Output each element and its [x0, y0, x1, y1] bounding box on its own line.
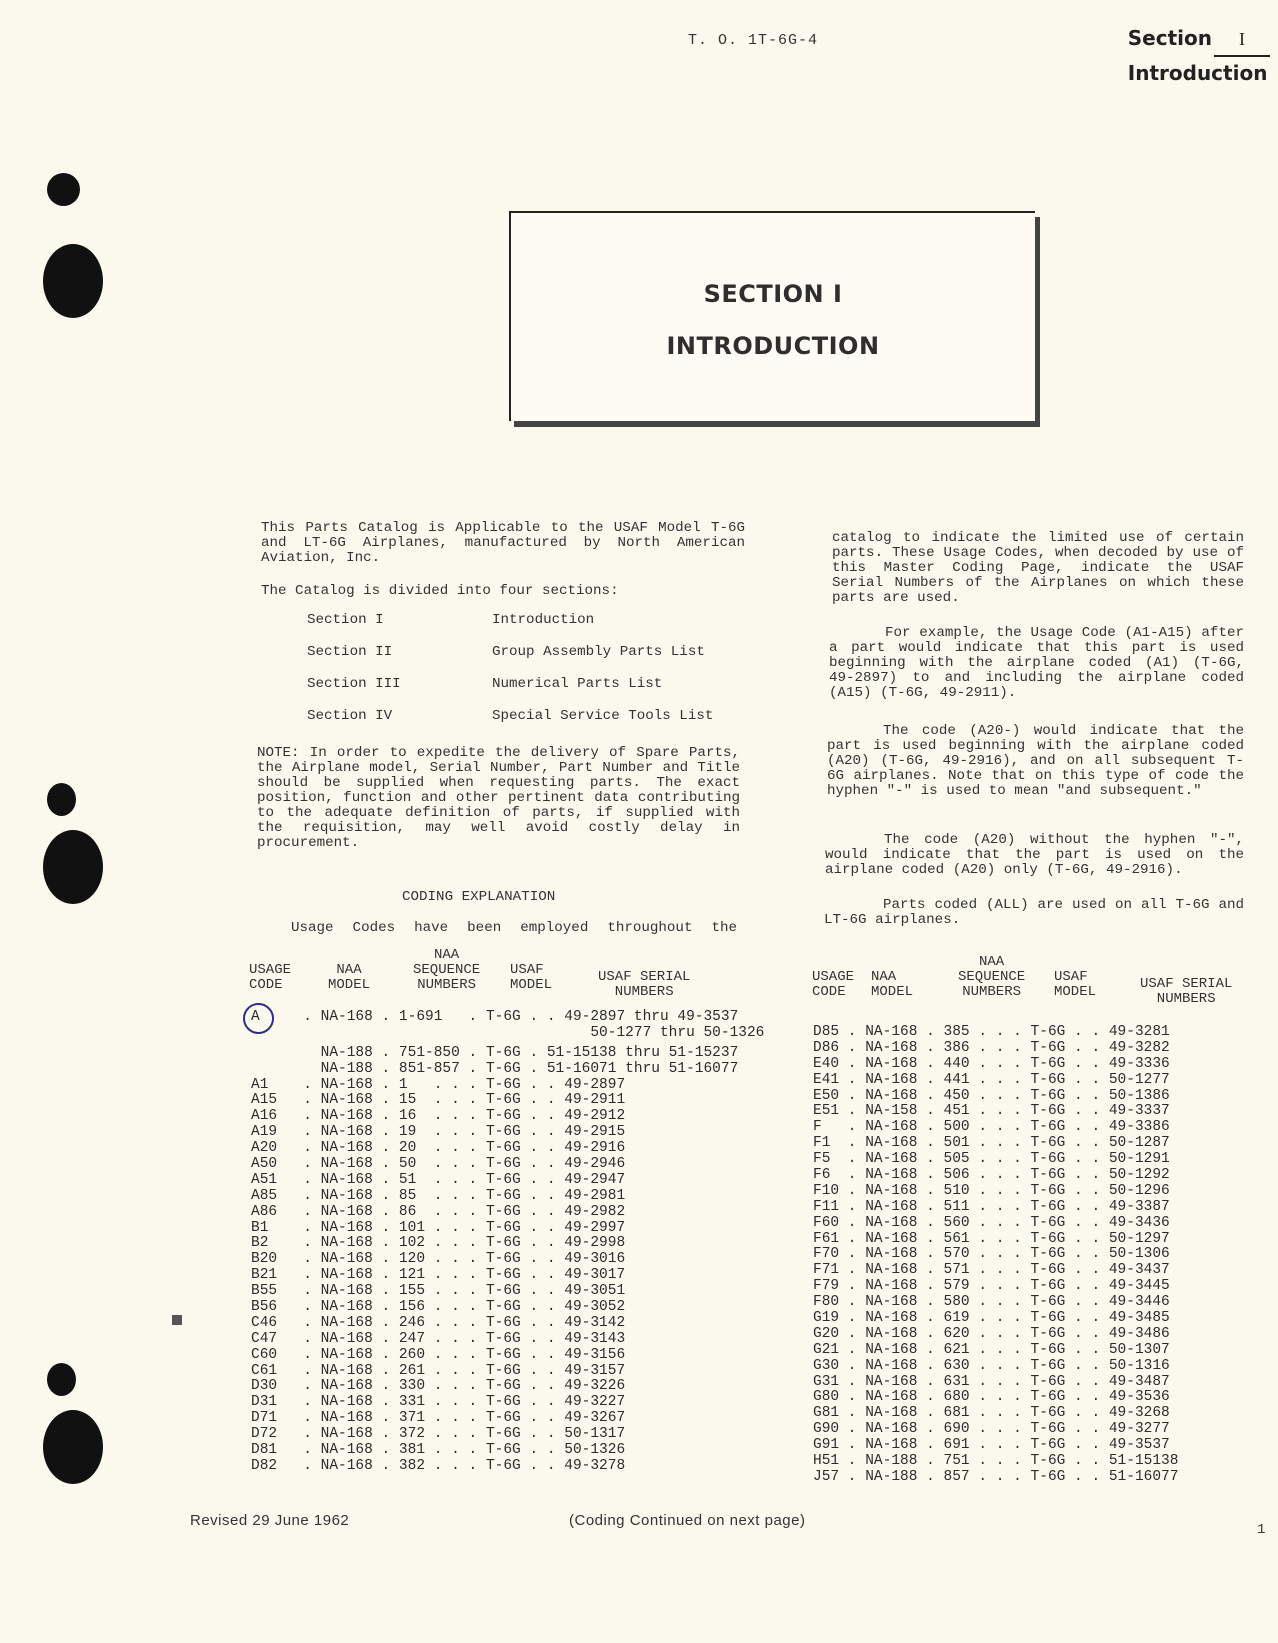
table-row: E50 . NA-168 . 450 . . . T-6G . . 50-1386 — [813, 1087, 1170, 1104]
title-box — [509, 211, 1035, 421]
sections-list — [307, 612, 713, 740]
table-row: A19 . NA-168 . 19 . . . T-6G . . 49-2915 — [251, 1124, 626, 1141]
technical-order-number: T. O. 1T-6G-4 — [688, 32, 819, 49]
title-introduction: INTRODUCTION — [666, 332, 880, 360]
table-row: G81 . NA-168 . 681 . . . T-6G . . 49-3268 — [813, 1405, 1170, 1422]
section-header — [1128, 22, 1270, 89]
table-row: G91 . NA-168 . 691 . . . T-6G . . 49-3537 — [813, 1437, 1170, 1454]
section-label: Section — [1127, 26, 1212, 50]
table-row: B2 . NA-168 . 102 . . . T-6G . . 49-2998 — [251, 1235, 626, 1252]
table-row: F80 . NA-168 . 580 . . . T-6G . . 49-3446 — [813, 1294, 1170, 1311]
list-item: Section II Group Assembly Parts List — [307, 644, 705, 660]
intro-paragraph: This Parts Catalog is Applicable to the USAF Model T-6G and LT-6G Airplanes, manufactured by North American Aviation, Inc. — [261, 520, 745, 566]
table-row: D85 . NA-168 . 385 . . . T-6G . . 49-3281 — [813, 1024, 1170, 1040]
header-naa-sequence: NAA SEQUENCE NUMBERS — [958, 954, 1026, 1000]
table-row: G30 . NA-168 . 630 . . . T-6G . . 50-1316 — [813, 1357, 1170, 1374]
table-row: F11 . NA-168 . 511 . . . T-6G . . 49-3387 — [813, 1198, 1170, 1215]
table-row: C61 . NA-168 . 261 . . . T-6G . . 49-3157 — [251, 1362, 626, 1379]
table-row: F5 . NA-168 . 505 . . . T-6G . . 50-1291 — [813, 1151, 1170, 1168]
table-row: B1 . NA-168 . 101 . . . T-6G . . 49-2997 — [251, 1219, 626, 1236]
table-row: F61 . NA-168 . 561 . . . T-6G . . 50-1297 — [813, 1230, 1170, 1247]
subsequent-paragraph: The code (A20-) would indicate that the part is used beginning with the airplane coded (A20) (T-6G, 49-2916), and on all subsequent T-6G airplanes. Note that on this type of code the hyphen "-" is used to mean "and subsequent." — [827, 723, 1244, 799]
table-row: F70 . NA-168 . 570 . . . T-6G . . 50-1306 — [813, 1246, 1170, 1263]
table-row: A15 . NA-168 . 15 . . . T-6G . . 49-2911 — [251, 1092, 626, 1109]
table-row: B56 . NA-168 . 156 . . . T-6G . . 49-3052 — [251, 1299, 626, 1316]
table-row: D71 . NA-168 . 371 . . . T-6G . . 49-3267 — [251, 1410, 626, 1427]
table-row: H51 . NA-188 . 751 . . . T-6G . . 51-15138 — [813, 1453, 1179, 1470]
list-item: Section III Numerical Parts List — [307, 676, 663, 692]
table-row: F . NA-168 . 500 . . . T-6G . . 49-3386 — [813, 1119, 1170, 1136]
all-paragraph: Parts coded (ALL) are used on all T-6G and LT-6G airplanes. — [824, 897, 1244, 928]
binder-hole — [43, 244, 103, 318]
coding-explanation-heading: CODING EXPLANATION — [402, 889, 556, 905]
revision-date: Revised 29 June 1962 — [190, 1512, 350, 1529]
table-row: D82 . NA-168 . 382 . . . T-6G . . 49-3278 — [251, 1457, 626, 1474]
binder-hole — [47, 783, 76, 816]
header-naa-model: NAA MODEL — [871, 969, 914, 1000]
note-paragraph: NOTE: In order to expedite the delivery of Spare Parts, the Airplane model, Serial Number, Part Number and Title should be supplied when requesting parts. The exact position, function and other pertinent data contributing to the adequate definition of parts, if supplied with the requisition, may well avoid costly delay in procurement. — [257, 745, 740, 851]
header-usaf-serial: USAF SERIAL NUMBERS — [598, 969, 691, 1000]
table-row: E41 . NA-168 . 441 . . . T-6G . . 50-1277 — [813, 1071, 1170, 1088]
table-row: A . NA-168 . 1-691 . T-6G . . 49-2897 thru 49-3537 — [251, 1009, 739, 1025]
table-row: G19 . NA-168 . 619 . . . T-6G . . 49-3485 — [813, 1310, 1170, 1327]
usage-paragraph-start: Usage Codes have been employed throughout the — [291, 920, 737, 936]
table-row: G31 . NA-168 . 631 . . . T-6G . . 49-3487 — [813, 1373, 1170, 1390]
list-item: Section I Introduction — [307, 612, 595, 628]
table-row: F10 . NA-168 . 510 . . . T-6G . . 50-1296 — [813, 1182, 1170, 1199]
table-row: A51 . NA-168 . 51 . . . T-6G . . 49-2947 — [251, 1171, 626, 1188]
table-row: A1 . NA-168 . 1 . . . T-6G . . 49-2897 — [251, 1076, 626, 1093]
page-number: 1 — [1257, 1522, 1266, 1538]
continued-note: (Coding Continued on next page) — [569, 1512, 806, 1529]
title-section: SECTION I — [703, 280, 843, 308]
binder-hole — [43, 830, 103, 904]
table-row: F71 . NA-168 . 571 . . . T-6G . . 49-3437 — [813, 1262, 1170, 1279]
table-row: D30 . NA-168 . 330 . . . T-6G . . 49-3226 — [251, 1378, 626, 1395]
table-row: F6 . NA-168 . 506 . . . T-6G . . 50-1292 — [813, 1167, 1170, 1184]
table-row: C60 . NA-168 . 260 . . . T-6G . . 49-3156 — [251, 1346, 626, 1363]
table-row: D81 . NA-168 . 381 . . . T-6G . . 50-1326 — [251, 1442, 626, 1459]
table-row: D72 . NA-168 . 372 . . . T-6G . . 50-1317 — [251, 1426, 626, 1443]
header-usaf-serial: USAF SERIAL NUMBERS — [1140, 976, 1233, 1007]
list-item: Section IV Special Service Tools List — [307, 708, 714, 724]
table-row: D86 . NA-168 . 386 . . . T-6G . . 49-3282 — [813, 1039, 1170, 1056]
usage-code-table-left — [251, 1010, 764, 1475]
example-paragraph: For example, the Usage Code (A1-A15) after a part would indicate that this part is used beginning with the airplane coded (A1) (T-6G, 49-2897) to and including the airplane coded (A15) (T-6G, 49-2911). — [829, 625, 1244, 701]
table-row: F1 . NA-168 . 501 . . . T-6G . . 50-1287 — [813, 1135, 1170, 1152]
usage-paragraph-continued: catalog to indicate the limited use of certain parts. These Usage Codes, when decoded by use of this Master Coding Page, indicate the USAF Serial Numbers of the Airplanes on which these parts are used. — [832, 530, 1244, 606]
table-row: B21 . NA-168 . 121 . . . T-6G . . 49-3017 — [251, 1267, 626, 1284]
binder-hole — [47, 1363, 76, 1396]
binder-hole — [43, 1410, 103, 1484]
table-row: D31 . NA-168 . 331 . . . T-6G . . 49-3227 — [251, 1394, 626, 1411]
table-row: A16 . NA-168 . 16 . . . T-6G . . 49-2912 — [251, 1108, 626, 1125]
header-usaf-model: USAF MODEL — [510, 962, 553, 993]
table-row: NA-188 . 751-850 . T-6G . 51-15138 thru 51-15237 — [251, 1044, 739, 1061]
table-row: G20 . NA-168 . 620 . . . T-6G . . 49-3486 — [813, 1325, 1170, 1342]
table-row: A85 . NA-168 . 85 . . . T-6G . . 49-2981 — [251, 1187, 626, 1204]
header-usaf-model: USAF MODEL — [1054, 969, 1097, 1000]
table-row: J57 . NA-188 . 857 . . . T-6G . . 51-16077 — [813, 1468, 1179, 1485]
table-row: G21 . NA-168 . 621 . . . T-6G . . 50-1307 — [813, 1341, 1170, 1358]
table-row: F60 . NA-168 . 560 . . . T-6G . . 49-3436 — [813, 1214, 1170, 1231]
table-row: B55 . NA-168 . 155 . . . T-6G . . 49-3051 — [251, 1283, 626, 1300]
header-naa-model: NAA MODEL — [328, 962, 371, 993]
table-row: G80 . NA-168 . 680 . . . T-6G . . 49-3536 — [813, 1389, 1170, 1406]
table-row: C46 . NA-168 . 246 . . . T-6G . . 49-3142 — [251, 1314, 626, 1331]
divided-paragraph: The Catalog is divided into four sections: — [261, 583, 619, 599]
binder-hole — [47, 173, 80, 206]
only-paragraph: The code (A20) without the hyphen "-", would indicate that the part is used on the airplane coded (A20) only (T-6G, 49-2916). — [825, 832, 1244, 878]
table-row: E51 . NA-158 . 451 . . . T-6G . . 49-3337 — [813, 1103, 1170, 1120]
table-row: G90 . NA-168 . 690 . . . T-6G . . 49-3277 — [813, 1421, 1170, 1438]
section-number: I — [1214, 23, 1270, 57]
usage-code-table-right — [813, 1025, 1178, 1486]
table-row: F79 . NA-168 . 579 . . . T-6G . . 49-3445 — [813, 1278, 1170, 1295]
table-row: A50 . NA-168 . 50 . . . T-6G . . 49-2946 — [251, 1156, 626, 1173]
table-row: A86 . NA-168 . 86 . . . T-6G . . 49-2982 — [251, 1203, 626, 1220]
table-row: NA-188 . 851-857 . T-6G . 51-16071 thru 51-16077 — [251, 1060, 739, 1077]
section-title: Introduction — [1127, 61, 1268, 85]
table-row: B20 . NA-168 . 120 . . . T-6G . . 49-3016 — [251, 1251, 626, 1268]
header-usage-code: USAGE CODE — [812, 969, 855, 1000]
header-usage-code: USAGE CODE — [249, 962, 292, 993]
table-row: A20 . NA-168 . 20 . . . T-6G . . 49-2916 — [251, 1140, 626, 1157]
table-row: C47 . NA-168 . 247 . . . T-6G . . 49-3143 — [251, 1330, 626, 1347]
scan-mark — [172, 1315, 182, 1325]
header-naa-sequence: NAA SEQUENCE NUMBERS — [413, 947, 481, 993]
table-row: E40 . NA-168 . 440 . . . T-6G . . 49-3336 — [813, 1055, 1170, 1072]
table-row: 50-1277 thru 50-1326 — [251, 1024, 765, 1041]
